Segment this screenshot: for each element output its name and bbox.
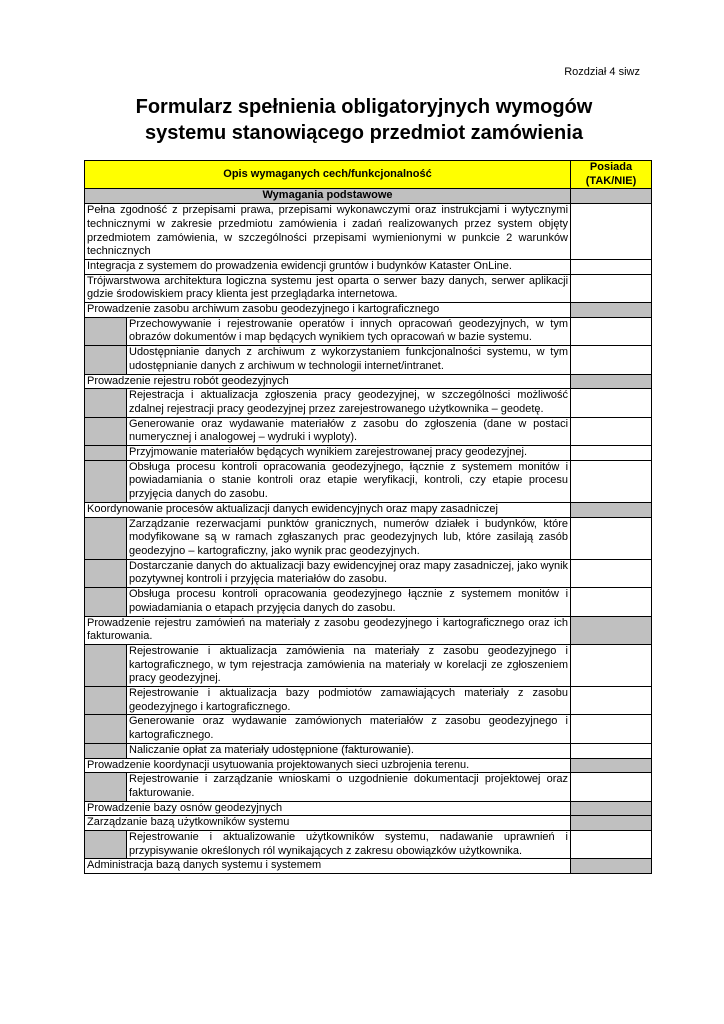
sub-requirement-row: [85, 417, 652, 445]
answer-cell-disabled: [571, 758, 652, 773]
requirement-text: Prowadzenie bazy osnów geodezyjnych: [85, 801, 571, 816]
requirement-text: Rejestrowanie i zarządzanie wnioskami o uzgodnienie dokumentacji projektowej oraz fakturowanie.: [127, 773, 571, 801]
indent-cell: [85, 831, 127, 859]
chapter-label: Rozdział 4 siwz: [564, 66, 640, 78]
answer-cell[interactable]: [571, 259, 652, 274]
sub-requirement-row: [85, 559, 652, 587]
requirement-text: Przechowywanie i rejestrowanie operatów i innych opracowań geodezyjnych, w tym obrazów dokumentów i map będących wynikiem tych opracowań w bazie systemu.: [127, 317, 571, 345]
section-row: [85, 189, 652, 204]
requirement-row: [85, 259, 652, 274]
requirement-text: Rejestracja i aktualizacja zgłoszenia pracy geodezyjnej, w szczególności możliwość zdalnej rejestracji pracy geodezyjnej przez zarejestrowanego użytkownika – geodetę.: [127, 389, 571, 417]
requirement-row: [85, 859, 652, 874]
answer-cell-disabled: [571, 374, 652, 389]
sub-requirement-row: [85, 317, 652, 345]
requirement-text: Zarządzanie rezerwacjami punktów granicznych, numerów działek i budynków, które modyfikowane są w ramach zgłaszanych prac geodezyjnych lub, które zasilają zasób geodezyjno – kartograficzny, jako wynik prac geodezyjnych.: [127, 517, 571, 559]
sub-requirement-row: [85, 687, 652, 715]
requirement-text: Przyjmowanie materiałów będących wynikiem zarejestrowanej pracy geodezyjnej.: [127, 446, 571, 461]
sub-requirement-row: [85, 446, 652, 461]
requirement-text: Prowadzenie zasobu archiwum zasobu geodezyjnego i kartograficznego: [85, 303, 571, 318]
sub-requirement-row: [85, 743, 652, 758]
document-title: [60, 94, 668, 146]
sub-requirement-row: [85, 773, 652, 801]
indent-cell: [85, 715, 127, 743]
requirement-text: Dostarczanie danych do aktualizacji bazy ewidencyjnej oraz mapy zasadniczej, jako wynik pozytywnej kontroli i przyjęcia materiałów do zasobu.: [127, 559, 571, 587]
answer-cell[interactable]: [571, 831, 652, 859]
column-header-description: Opis wymaganych cech/funkcjonalność: [85, 161, 571, 189]
answer-cell[interactable]: [571, 687, 652, 715]
requirement-text: Obsługa procesu kontroli opracowania geodezyjnego, łącznie z systemem monitów i powiadamiania o stanie kontroli oraz etapie weryfikacji, kontroli, czy etapie procesu przyjęcia danych do zasobu.: [127, 460, 571, 502]
requirement-row: [85, 374, 652, 389]
indent-cell: [85, 687, 127, 715]
requirement-row: [85, 801, 652, 816]
requirement-row: [85, 204, 652, 260]
answer-cell[interactable]: [571, 773, 652, 801]
indent-cell: [85, 446, 127, 461]
requirement-row: [85, 816, 652, 831]
sub-requirement-row: [85, 460, 652, 502]
requirement-text: Pełna zgodność z przepisami prawa, przepisami wykonawczymi oraz instrukcjami i wytycznymi technicznymi w zakresie przedmiotu zamówienia i zadań realizowanych przez system objęty przedmiotem zamówienia, w szczególności przepisami wymienionymi w punkcie 2 warunków technicznych: [85, 204, 571, 260]
answer-cell[interactable]: [571, 446, 652, 461]
requirement-text: Integracja z systemem do prowadzenia ewidencji gruntów i budynków Kataster OnLine.: [85, 259, 571, 274]
requirements-table: [84, 160, 652, 874]
answer-cell[interactable]: [571, 204, 652, 260]
indent-cell: [85, 460, 127, 502]
sub-requirement-row: [85, 644, 652, 686]
sub-requirement-row: [85, 346, 652, 374]
answer-cell[interactable]: [571, 460, 652, 502]
sub-requirement-row: [85, 715, 652, 743]
indent-cell: [85, 389, 127, 417]
requirement-text: Rejestrowanie i aktualizacja zamówienia na materiały z zasobu geodezyjnego i kartograficznego, w tym rejestracja zamówienia na materiały w korelacji ze zgłoszeniem pracy geodezyjnej.: [127, 644, 571, 686]
requirement-text: Obsługa procesu kontroli opracowania geodezyjnego łącznie z systemem monitów i powiadamiania o etapach przyjęcia danych do zasobu.: [127, 588, 571, 616]
indent-cell: [85, 743, 127, 758]
requirement-text: Prowadzenie rejestru zamówień na materiały z zasobu geodezyjnego i kartograficznego oraz ich fakturowania.: [85, 616, 571, 644]
sub-requirement-row: [85, 517, 652, 559]
requirement-text: Prowadzenie rejestru robót geodezyjnych: [85, 374, 571, 389]
requirement-row: [85, 616, 652, 644]
requirement-row: [85, 758, 652, 773]
answer-cell[interactable]: [571, 588, 652, 616]
indent-cell: [85, 317, 127, 345]
answer-cell[interactable]: [571, 517, 652, 559]
sub-requirement-row: [85, 831, 652, 859]
answer-cell[interactable]: [571, 389, 652, 417]
requirement-text: Udostępnianie danych z archiwum z wykorzystaniem funkcjonalności systemu, w tym udostępnianie danych z archiwum w technologii internet/intranet.: [127, 346, 571, 374]
section-basic-requirements: Wymagania podstawowe: [85, 189, 571, 204]
indent-cell: [85, 417, 127, 445]
requirement-text: Zarządzanie bazą użytkowników systemu: [85, 816, 571, 831]
answer-cell-disabled: [571, 616, 652, 644]
sub-requirement-row: [85, 588, 652, 616]
sub-requirement-row: [85, 389, 652, 417]
indent-cell: [85, 559, 127, 587]
indent-cell: [85, 588, 127, 616]
answer-cell[interactable]: [571, 559, 652, 587]
requirement-text: Rejestrowanie i aktualizacja bazy podmiotów zamawiających materiały z zasobu geodezyjnego i kartograficznego.: [127, 687, 571, 715]
answer-cell[interactable]: [571, 417, 652, 445]
answer-cell[interactable]: [571, 317, 652, 345]
requirement-text: Naliczanie opłat za materiały udostępnione (fakturowanie).: [127, 743, 571, 758]
requirement-text: Trójwarstwowa architektura logiczna systemu jest oparta o serwer bazy danych, serwer aplikacji gdzie środowiskiem pracy klienta jest przeglądarka internetowa.: [85, 274, 571, 302]
requirement-text: Rejestrowanie i aktualizowanie użytkowników systemu, nadawanie uprawnień i przypisywanie określonych ról wynikających z zakresu obowiązków użytkownika.: [127, 831, 571, 859]
table-header-row: [85, 161, 652, 189]
answer-cell[interactable]: [571, 274, 652, 302]
title-line-1: Formularz spełnienia obligatoryjnych wymogów: [135, 96, 593, 118]
requirement-text: Administracja bazą danych systemu i systemem: [85, 859, 571, 874]
requirement-text: Prowadzenie koordynacji usytuowania projektowanych sieci uzbrojenia terenu.: [85, 758, 571, 773]
indent-cell: [85, 517, 127, 559]
indent-cell: [85, 346, 127, 374]
requirement-row: [85, 303, 652, 318]
answer-cell-disabled: [571, 859, 652, 874]
indent-cell: [85, 773, 127, 801]
answer-cell-disabled: [571, 801, 652, 816]
answer-cell-disabled: [571, 303, 652, 318]
answer-cell-disabled: [571, 502, 652, 517]
answer-cell[interactable]: [571, 715, 652, 743]
requirement-text: Generowanie oraz wydawanie materiałów z zasobu do zgłoszenia (dane w postaci numerycznej i analogowej – wydruki i wyploty).: [127, 417, 571, 445]
indent-cell: [85, 644, 127, 686]
requirement-text: Generowanie oraz wydawanie zamówionych materiałów z zasobu geodezyjnego i kartograficznego.: [127, 715, 571, 743]
title-line-2: systemu stanowiącego przedmiot zamówienia: [145, 122, 583, 144]
answer-cell-disabled: [571, 816, 652, 831]
requirement-text: Koordynowanie procesów aktualizacji danych ewidencyjnych oraz mapy zasadniczej: [85, 502, 571, 517]
answer-cell[interactable]: [571, 346, 652, 374]
section-answer-cell: [571, 189, 652, 204]
column-header-has: Posiada (TAK/NIE): [571, 161, 652, 189]
answer-cell[interactable]: [571, 743, 652, 758]
requirement-row: [85, 274, 652, 302]
answer-cell[interactable]: [571, 644, 652, 686]
requirement-row: [85, 502, 652, 517]
